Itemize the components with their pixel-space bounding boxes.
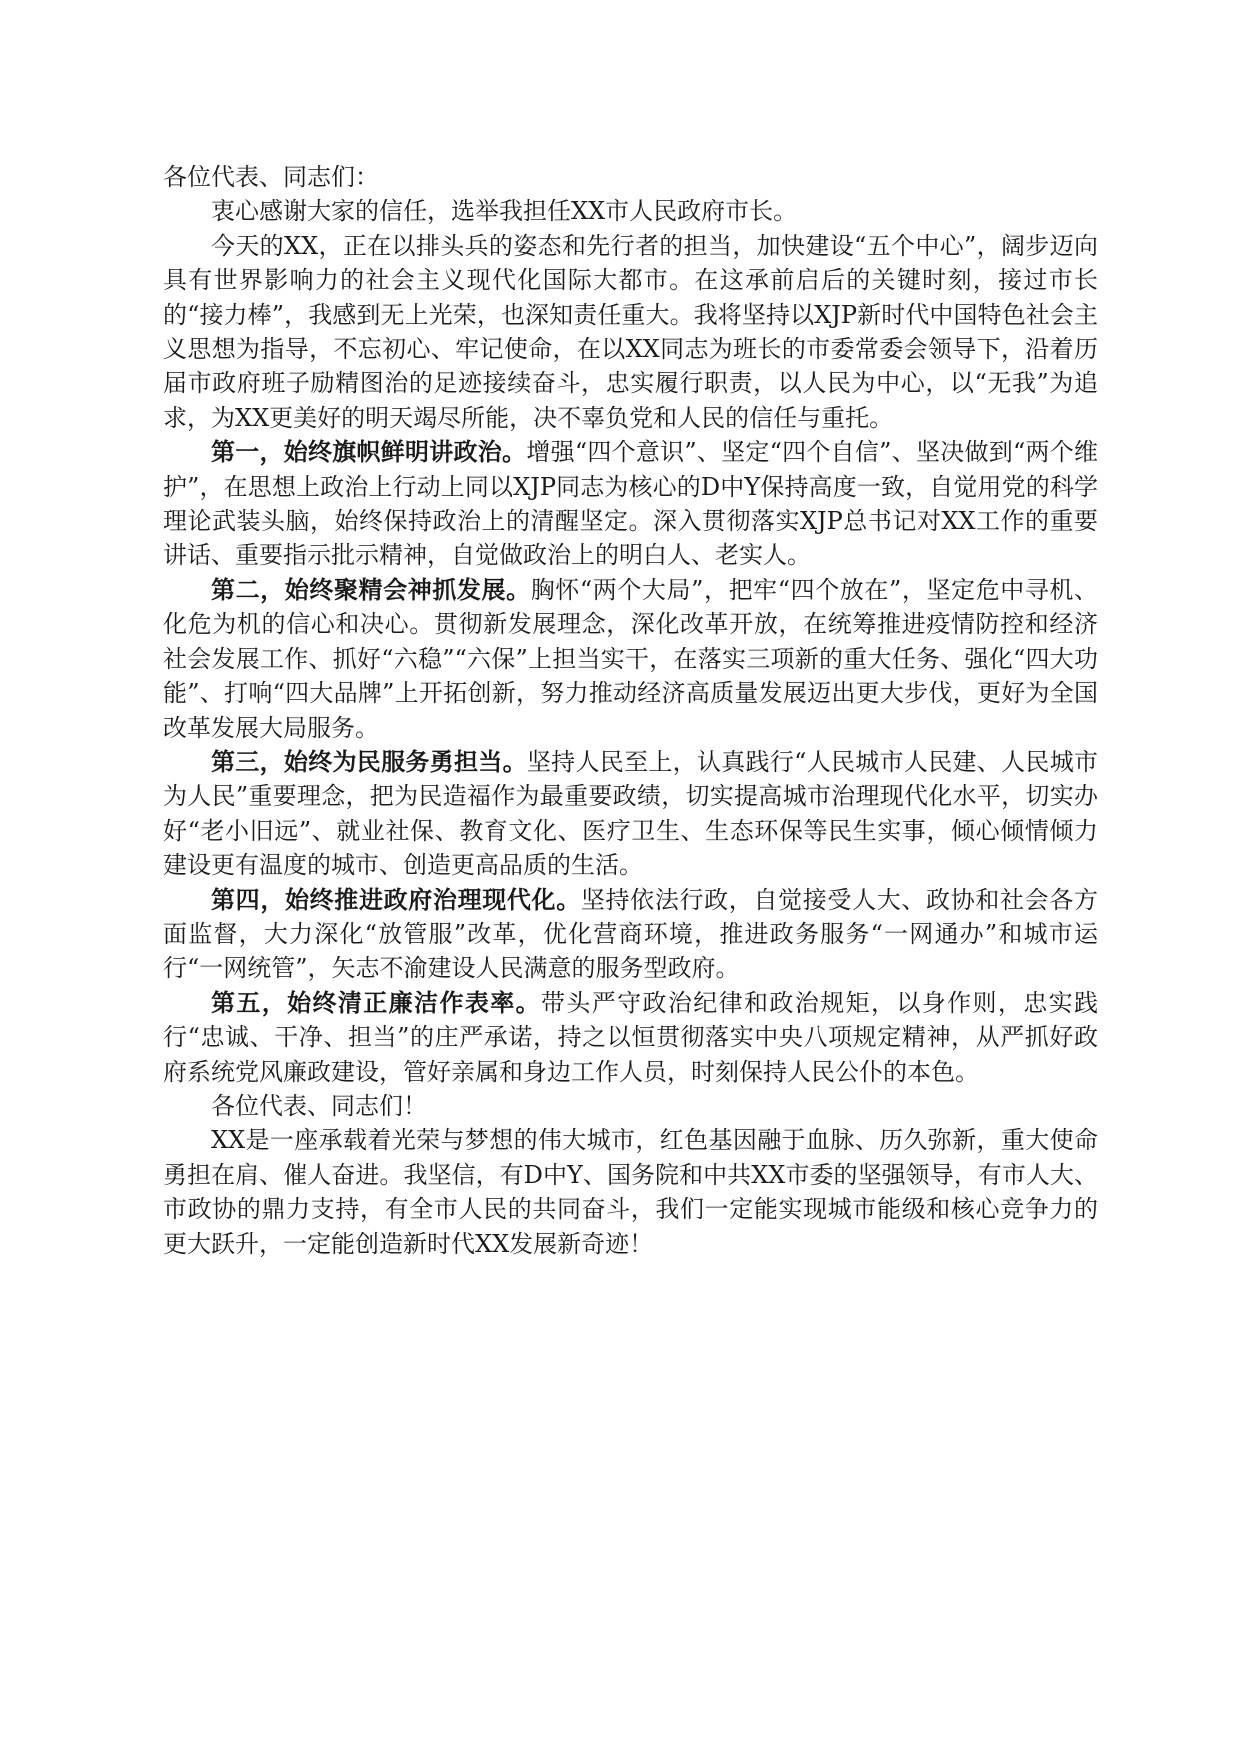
- paragraph-closing: XX是一座承载着光荣与梦想的伟大城市，红色基因融于血脉、历久弥新，重大使命勇担在肩、催人奋进。我坚信，有D中Y、国务院和中共XX市委的坚强领导，有市人大、市政协的鼎力支持，有全市人民的共同奋斗，我们一定能实现城市能级和核心竞争力的更大跃升，一定能创造新时代XX发展新奇迹！: [163, 1126, 1098, 1258]
- point-title-5: 第五，始终清正廉洁作表率。: [211, 987, 541, 1017]
- point-title-1: 第一，始终旗帜鲜明讲政治。: [211, 437, 527, 467]
- point-body-5: 带头严守政治纪律和政治规矩，以身作则，忠实践行“忠诚、干净、担当”的庄严承诺，持之以恒贯彻落实中央八项规定精神，从严抓好政府系统党风廉政建设，管好亲属和身边工作人员，时刻保持人民公仆的本色。: [163, 988, 1099, 1086]
- opening-salutation: 各位代表、同志们：: [163, 163, 379, 191]
- point-paragraph-2: [163, 573, 1098, 745]
- point-paragraph-5: [163, 986, 1098, 1089]
- document-body: [163, 160, 1098, 1261]
- point-body-4: 坚持依法行政，自觉接受人大、政协和社会各方面监督，大力深化“放管服”改革，优化营商环境，推进政务服务“一网通办”和城市运行“一网统管”，矢志不渝建设人民满意的服务型政府。: [163, 885, 1099, 983]
- paragraph-introduction: 今天的XX，正在以排头兵的姿态和先行者的担当，加快建设“五个中心”，阔步迈向具有世界影响力的社会主义现代化国际大都市。在这承前启后的关键时刻，接过市长的“接力棒”，我感到无上光荣，也深知责任重大。我将坚持以XJP新时代中国特色社会主义思想为指导，不忘初心、牢记使命，在以XX同志为班长的市委常委会领导下，沿着历届市政府班子励精图治的足迹接续奋斗，忠实履行职责，以人民为中心，以“无我”为追求，为XX更美好的明天竭尽所能，决不辜负党和人民的信任与重托。: [163, 231, 1098, 432]
- point-title-2: 第二，始终聚精会神抓发展。: [211, 574, 531, 604]
- point-body-2: 胸怀“两个大局”，把牢“四个放在”，坚定危中寻机、化危为机的信心和决心。贯彻新发展理念，深化改革开放，在统筹推进疫情防控和经济社会发展工作、抓好“六稳”“六保”上担当实干，在落实三项新的重大任务、强化“四大功能”、打响“四大品牌”上开拓创新，努力推动经济高质量发展迈出更大步伐，更好为全国改革发展大局服务。: [163, 575, 1098, 742]
- point-paragraph-3: [163, 745, 1098, 883]
- paragraph-thanks: 衷心感谢大家的信任，选举我担任XX市人民政府市长。: [211, 197, 798, 226]
- point-body-1: 增强“四个意识”、坚定“四个自信”、坚决做到“两个维护”，在思想上政治上行动上同以XJP同志为核心的D中Y保持高度一致，自觉用党的科学理论武装头脑，始终保持政治上的清醒坚定。深入贯彻落实XJP总书记对XX工作的重要讲话、重要指示批示精神，自觉做政治上的明白人、老实人。: [163, 438, 1099, 570]
- point-paragraph-4: [163, 883, 1098, 986]
- point-paragraph-1: [163, 435, 1098, 573]
- point-title-4: 第四，始终推进政府治理现代化。: [211, 884, 581, 914]
- closing-salutation: 各位代表、同志们！: [211, 1091, 427, 1120]
- point-title-3: 第三，始终为民服务勇担当。: [211, 746, 527, 776]
- point-body-3: 坚持人民至上，认真践行“人民城市人民建、人民城市为人民”重要理念，把为民造福作为最重要政绩，切实提高城市治理现代化水平，切实办好“老小旧远”、就业社保、教育文化、医疗卫生、生态环保等民生实事，倾心倾情倾力建设更有温度的城市、创造更高品质的生活。: [163, 747, 1098, 880]
